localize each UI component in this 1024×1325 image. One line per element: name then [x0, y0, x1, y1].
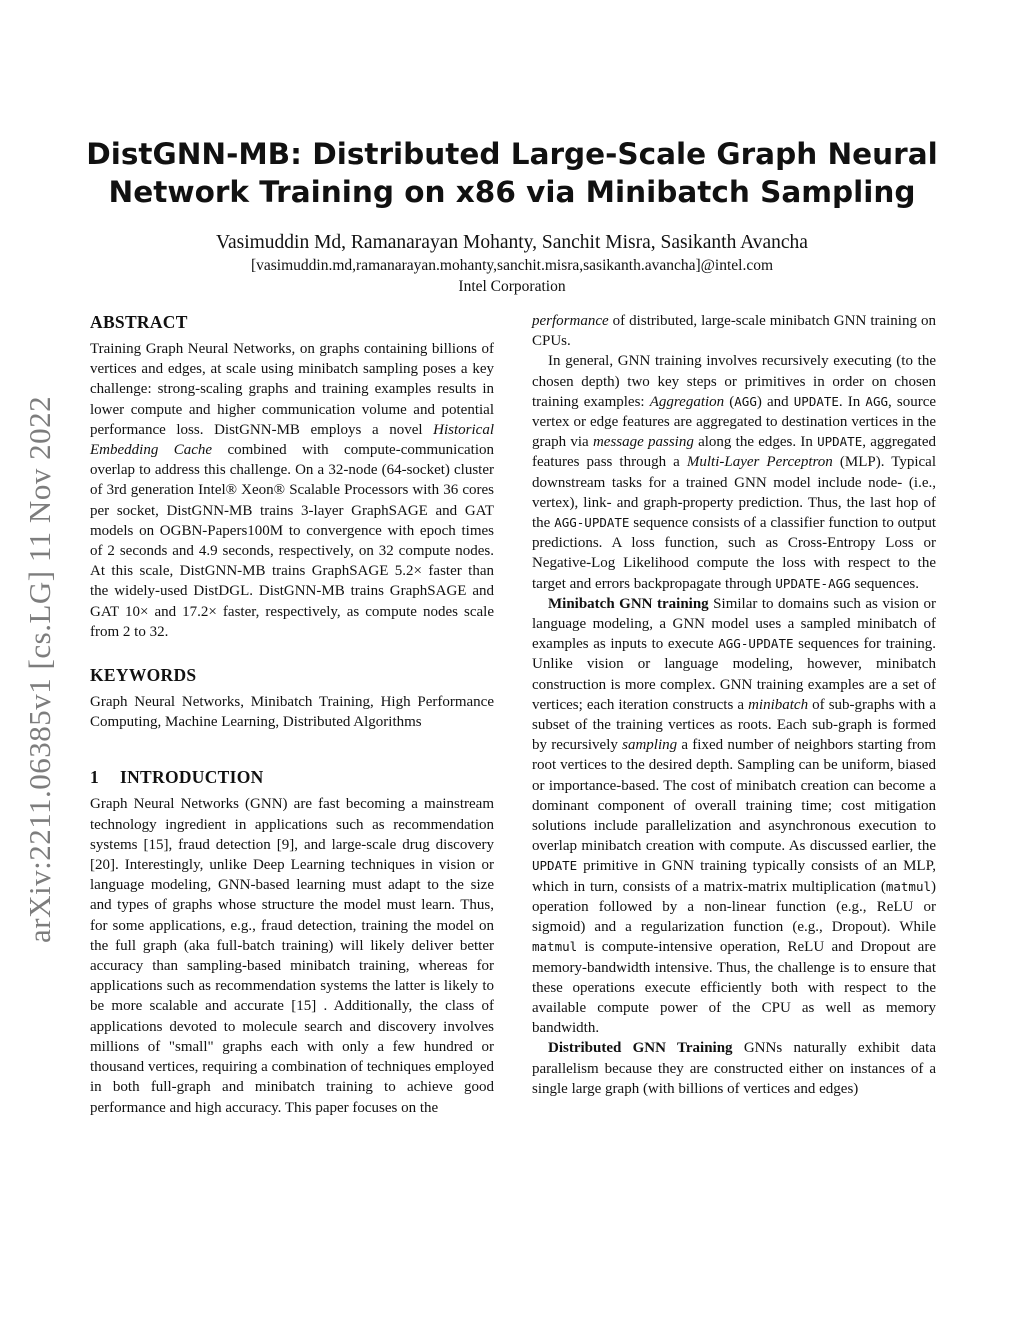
abstract-heading: ABSTRACT	[90, 312, 188, 332]
keywords-heading: KEYWORDS	[90, 665, 197, 686]
text-run: along the edges. In	[693, 434, 818, 451]
arxiv-identifier: arXiv:2211.06385v1 [cs.LG] 11 Nov 2022	[22, 395, 57, 943]
emphasis-performance: performance	[532, 313, 609, 329]
text-run: , source vertex or edge features are aggregated to destination vertices in the graph via	[532, 393, 937, 451]
section-number: 1	[90, 767, 100, 788]
left-column	[90, 311, 494, 1118]
code-agg: AGG	[734, 393, 757, 409]
text-run: , aggregated features pass through a	[532, 434, 936, 471]
introduction-heading	[90, 766, 494, 788]
abstract-text-part-1: Training Graph Neural Networks, on graphs containing billions of vertices and edges, at scale using minibatch sampling poses a key challenge: strong-scaling graphs and training examples results in lower compute and higher communication volume and potential performance loss. DistGNN-MB employs a novel	[90, 341, 494, 438]
text-run: GNNs naturally exhibit data parallelism because they are constructed either on instances of a single large graph (with billions of vertices and edges)	[532, 1040, 936, 1097]
text-run: ) operation followed by a non-linear function (e.g., ReLU or sigmoid) and a regularization function (e.g., Dropout). While	[532, 878, 936, 936]
text-run: . In	[838, 393, 866, 410]
text-run: sequences.	[850, 575, 919, 592]
emphasis-sampling: sampling	[622, 737, 678, 754]
author-emails: [vasimuddin.md,ramanarayan.mohanty,sanchit.misra,sasikanth.avancha]@intel.com	[250, 257, 774, 274]
right-column	[532, 311, 936, 1099]
text-run: of sub-graphs with a subset of the training vertices as roots. Each sub-graph is formed by recursively	[532, 696, 936, 754]
author-list: Vasimuddin Md, Ramanarayan Mohanty, Sanchit Misra, Sasikanth Avancha	[216, 232, 808, 253]
keywords-text: Graph Neural Networks, Minibatch Training, High Performance Computing, Machine Learning, Distributed Algorithms	[90, 694, 494, 731]
abstract-emphasis: Historical Embedding Cache	[90, 421, 494, 459]
section-title: INTRODUCTION	[120, 767, 264, 788]
code-agg-update: AGG-UPDATE	[554, 515, 630, 531]
code-matmul: matmul	[885, 878, 931, 894]
code-update: UPDATE	[817, 434, 863, 450]
paragraph-distributed	[532, 1038, 936, 1099]
text-run: (MLP). Typical downstream tasks for a trained GNN model include node- (i.e., vertex), link- and graph-property prediction. Thus, the last hop of the	[532, 454, 936, 532]
continued-paragraph	[532, 311, 936, 351]
code-update-agg: UPDATE-AGG	[775, 575, 851, 591]
text-run: sequence consists of a classifier function to output predictions. A loss function, such as Cross-Entropy Loss or Negative-Log Likelihood compute the loss with respect to the target and errors backpropagate through	[532, 515, 937, 592]
title-line-2: Network Training on x86 via Minibatch Sampling	[108, 175, 916, 209]
text-run: primitive in GNN training typically consists of an MLP, which in turn, consists of a matrix-matrix multiplication (	[532, 858, 936, 895]
text-run: a fixed number of neighbors starting from root vertices to the desired depth. Sampling can be uniform, biased or importance-based. The cost of minibatch creation can become a dominant component of overall training time; cost mitigation solutions include parallelization and asynchronous execution to overlap minibatch creation with compute. As discussed earlier, the	[532, 737, 936, 855]
emphasis-aggregation: Aggregation	[649, 393, 725, 410]
text-run: is compute-intensive operation, ReLU and Dropout are memory-bandwidth intensive. Thus, the challenge is to ensure that these operations execute efficiently both with respect to the available compute power of the CPU as well as memory bandwidth.	[532, 939, 936, 1037]
affiliation: Intel Corporation	[458, 278, 566, 295]
abstract-text-part-2: combined with compute-communication overlap to address this challenge. On a 32-node (64-socket) cluster of 3rd generation Intel® Xeon® Scalable Processors with 36 cores per socket, DistGNN-MB trains 3-layer GraphSAGE and GAT models on OGBN-Papers100M to convergence with epoch times of 2 seconds and 4.9 seconds, respectively, on 32 compute nodes. At this scale, DistGNN-MB trains GraphSAGE 5.2× faster than the widely-used DistDGL. DistGNN-MB trains GraphSAGE and GAT 10× and 17.2× faster, respectively, as compute nodes scale from 2 to 32.	[90, 442, 495, 640]
code-matmul: matmul	[532, 939, 578, 955]
abstract-text	[90, 339, 494, 642]
text-run: (	[724, 393, 735, 410]
emphasis-mlp: Multi-Layer Perceptron	[686, 454, 833, 471]
text-run: In general, GNN training involves recursively executing (to the chosen depth) two key steps or primitives in order on chosen training examples:	[532, 353, 936, 410]
text-run: Similar to domains such as vision or language modeling, a GNN model uses a sampled minibatch of examples as inputs to execute	[532, 595, 936, 653]
paper-title	[70, 135, 954, 211]
code-update: UPDATE	[793, 393, 839, 409]
text-run: sequences for training. Unlike vision or language modeling, however, minibatch construction is more complex. GNN training examples are a set of vertices; each iteration constructs a	[532, 636, 936, 713]
code-agg-update: AGG-UPDATE	[718, 636, 794, 652]
title-line-1: DistGNN-MB: Distributed Large-Scale Graph Neural	[86, 137, 938, 171]
emphasis-message-passing: message passing	[592, 434, 694, 451]
code-agg: AGG	[865, 393, 888, 409]
code-update: UPDATE	[532, 858, 578, 874]
minibatch-run-in-heading: Minibatch GNN training	[548, 595, 709, 612]
continued-text: of distributed, large-scale minibatch GNN training on CPUs.	[532, 313, 936, 350]
paragraph-minibatch	[532, 594, 936, 1038]
emphasis-minibatch: minibatch	[748, 696, 809, 713]
text-run: ) and	[756, 393, 794, 410]
paragraph-general	[532, 351, 936, 593]
distributed-run-in-heading: Distributed GNN Training	[548, 1040, 733, 1057]
introduction-text: Graph Neural Networks (GNN) are fast becoming a mainstream technology ingredient in applications such as recommendation systems [15], fraud detection [9], and large-scale drug discovery [20]. Interestingly, unlike Deep Learning techniques in vision or language modeling, GNN-based learning must adapt to the size and types of graphs whose structure the model must learn. Thus, for some applications, e.g., fraud detection, training the model on the full graph (aka full-batch training) will likely deliver better accuracy than sampling-based minibatch training, whereas for applications such as recommendation systems the latter is likely to be more scalable and accurate [15] . Additionally, the class of applications devoted to molecule search and discovery involves millions of "small" graphs each with only a few hundred or thousand vertices, requiring a combination of techniques employed in both full-graph and minibatch training to achieve good performance and high accuracy. This paper focuses on the	[90, 796, 494, 1116]
